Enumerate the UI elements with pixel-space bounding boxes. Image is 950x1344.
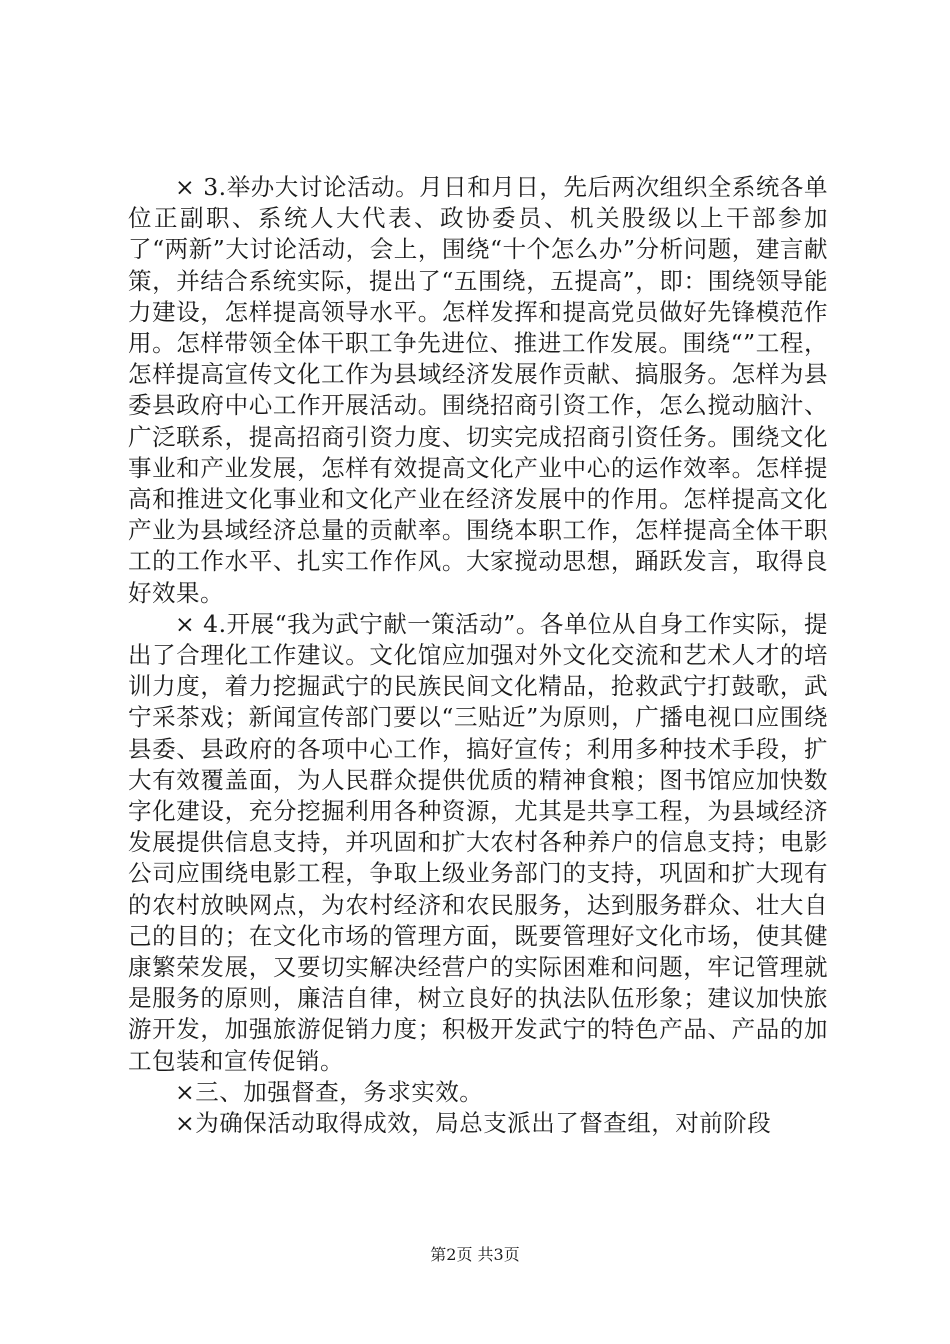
paragraph-suggestion-activity: × 4.开展“我为武宁献一策活动”。各单位从自身工作实际，提出了合理化工作建议。文化馆应加强对外文化交流和艺术人才的培训力度，着力挖掘武宁的民族民间文化精品，抢救武宁打鼓歌，武宁采茶戏；新闻宣传部门要以“三贴近”为原则，广播电视口应围绕县委、县政府的各项中心工作，搞好宣传；利用多种技术手段，扩大有效覆盖面，为人民群众提供优质的精神食粮；图书馆应加快数字化建设，充分挖掘利用各种资源，尤其是共享工程，为县域经济发展提供信息支持，并巩固和扩大农村各种养户的信息支持；电影公司应围绕电影工程，争取上级业务部门的支持，巩固和扩大现有的农村放映网点，为农村经济和农民服务，达到服务群众、壮大自己的目的；在文化市场的管理方面，既要管理好文化市场，使其健康繁荣发展，又要切实解决经营户的实际困难和问题，牢记管理就是服务的原则，廉洁自律，树立良好的执法队伍形象；建议加快旅游开发，加强旅游促销力度；积极开发武宁的特色产品、产品的加工包装和宣传促销。 [128,609,828,1075]
paragraph-section-heading: ×三、加强督查，务求实效。 [175,1077,484,1106]
paragraph-discussion-activity: × 3.举办大讨论活动。月日和月日，先后两次组织全系统各单位正副职、系统人大代表、政协委员、机关股级以上干部参加了“两新”大讨论活动，会上，围绕“十个怎么办”分析问题，建言献策，并结合系统实际，提出了“五围绕，五提高”，即：围绕领导能力建设，怎样提高领导水平。怎样发挥和提高党员做好先锋模范作用。怎样带领全体干职工争先进位、推进工作发展。围绕“”工程，怎样提高宣传文化工作为县域经济发展作贡献、搞服务。怎样为县委县政府中心工作开展活动。围绕招商引资工作，怎么搅动脑汁、广泛联系，提高招商引资力度、切实完成招商引资任务。围绕文化事业和产业发展，怎样有效提高文化产业中心的运作效率。怎样提高和推进文化事业和文化产业在经济发展中的作用。怎样提高文化产业为县域经济总量的贡献率。围绕本职工作，怎样提高全体干职工的工作水平、扎实工作作风。大家搅动思想，踊跃发言，取得良好效果。 [128,173,828,607]
document-body [128,172,828,1139]
paragraph-supervision: ×为确保活动取得成效，局总支派出了督查组，对前阶段 [175,1109,772,1138]
page-footer: 第2页 共3页 [430,1245,520,1264]
